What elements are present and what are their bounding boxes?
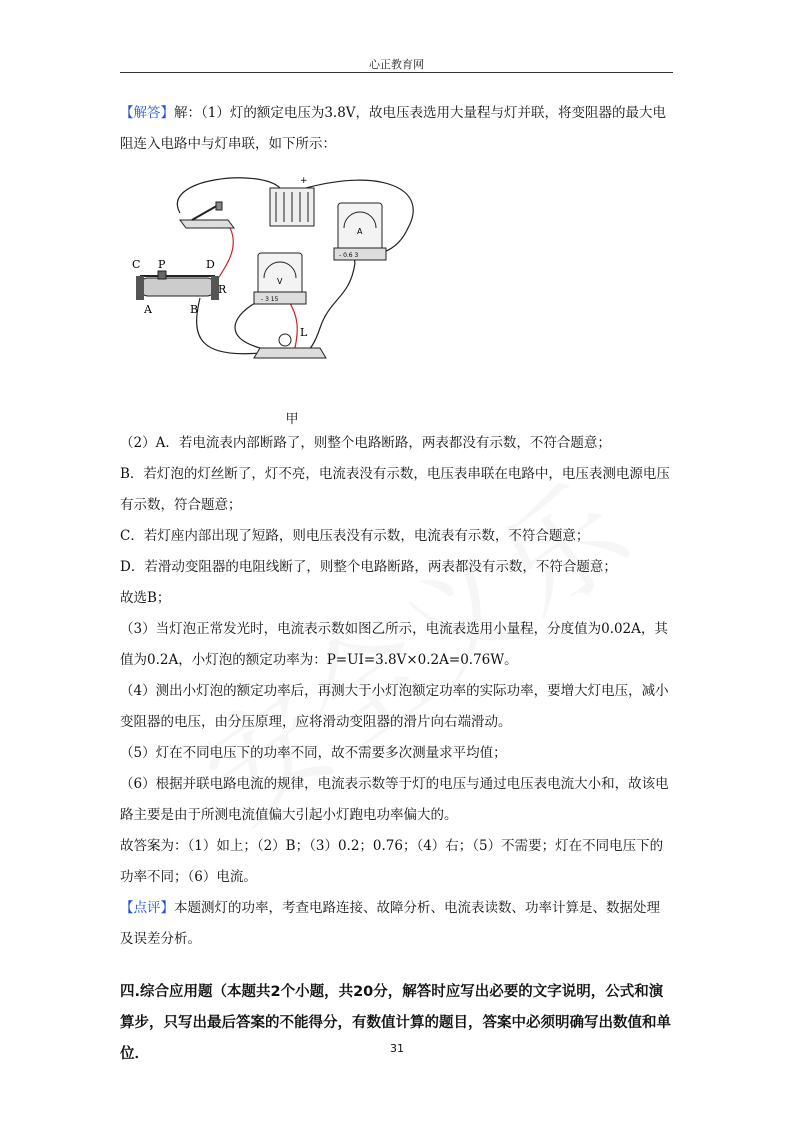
figure-caption: 甲 xyxy=(285,412,299,427)
voltmeter-icon xyxy=(254,253,306,304)
label-p: P xyxy=(158,258,166,271)
section-title: 四.综合应用题（本题共2个小题，共20分，解答时应写出必要的文字说明，公式和演算步，只写出最后答案的不能得分，有数值计算的题目，答案中必须明确写出数值和单位． xyxy=(120,984,671,1062)
answer-step: 故选B； xyxy=(120,590,171,606)
answer-step: （4）测出小灯泡的额定功率后，再测大于小灯泡额定功率的实际功率，要增大灯电压，减小变阻器的电压，由分压原理，应将滑动变阻器的滑片向右端滑动。 xyxy=(120,683,669,730)
page-header: 心正教育网 xyxy=(369,58,424,71)
answer-step: B．若灯泡的灯丝断了，灯不亮，电流表没有示数，电压表串联在电路中，电压表测电源电压有示数，符合题意； xyxy=(120,466,670,513)
label-b: B xyxy=(190,303,199,316)
label-r: R xyxy=(218,283,227,296)
label-d: D xyxy=(206,258,215,271)
label-l: L xyxy=(300,326,308,339)
answer-step: （3）当灯泡正常发光时，电流表示数如图乙所示，电流表选用小量程，分度值为0.02A，其值为0.2A，小灯泡的额定功率为：P=UI=3.8V×0.2A=0.76W。 xyxy=(120,621,668,668)
page-number: 31 xyxy=(390,1042,404,1055)
comment-text: 本题测灯的功率，考查电路连接、故障分析、电流表读数、功率计算是、数据处理及误差分析。 xyxy=(120,900,660,947)
lamp-icon xyxy=(254,326,326,358)
voltmeter-terminals: - 3 15 xyxy=(261,296,279,303)
header-divider xyxy=(120,72,673,73)
answer-tag: 【解答】 xyxy=(120,105,174,121)
voltmeter-label: V xyxy=(277,277,283,286)
circuit-figure xyxy=(120,168,673,428)
comment xyxy=(120,893,673,955)
label-a: A xyxy=(144,303,152,316)
answer-intro-text: 解：（1）灯的额定电压为3.8V，故电压表选用大量程与灯并联，将变阻器的最大电阻连入电路中与灯串联，如下所示： xyxy=(120,105,667,152)
label-c: C xyxy=(132,258,141,271)
answer-steps xyxy=(120,428,673,893)
switch-icon xyxy=(180,202,234,228)
answer-step: （6）根据并联电路电流的规律，电流表示数等于灯的电压与通过电压表电流大小和，故该电路主要是由于所测电流值偏大引起小灯跑电功率偏大的。 xyxy=(120,776,669,823)
ammeter-terminals: - 0.6 3 xyxy=(339,252,359,259)
battery-plus-label: + xyxy=(300,176,308,186)
answer-intro xyxy=(120,98,673,160)
answer-step: C．若灯座内部出现了短路，则电压表没有示数，电流表有示数，不符合题意； xyxy=(120,528,590,544)
answer-step: 故答案为：（1）如上；（2）B；（3）0.2；0.76；（4）右；（5）不需要；灯在不同电压下的功率不同；（6）电流。 xyxy=(120,838,664,885)
ammeter-icon xyxy=(334,203,386,260)
answer-step: （5）灯在不同电压下的功率不同，故不需要多次测量求平均值； xyxy=(120,745,507,761)
ammeter-label: A xyxy=(357,227,363,236)
circuit-diagram xyxy=(120,168,420,403)
answer-step: D．若滑动变阻器的电阻线断了，则整个电路断路，两表都没有示数，不符合题意； xyxy=(120,559,617,575)
main-content xyxy=(120,98,673,1070)
answer-step: （2）A．若电流表内部断路了，则整个电路断路，两表都没有示数，不符合题意； xyxy=(120,435,611,451)
battery-icon xyxy=(270,176,314,226)
comment-tag: 【点评】 xyxy=(120,900,174,916)
rheostat-icon xyxy=(132,258,227,316)
